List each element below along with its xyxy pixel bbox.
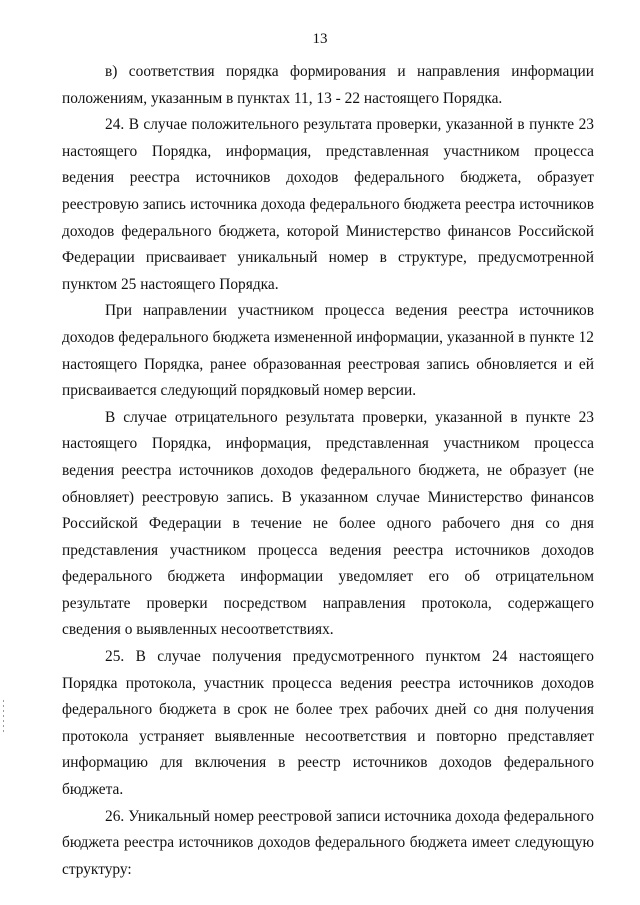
- document-body: [62, 59, 594, 883]
- paragraph-item-24-negative: В случае отрицательного результата проверки, указанной в пункте 23 настоящего Порядка, информация, представленная участником процесса ведения реестра источников доходов федерального бюджета, не образует (не обновляет) реестровую запись. В указанном случае Министерство финансов Российской Федерации в течение не более одного рабочего дня со дня представления участником процесса ведения реестра источников доходов федерального бюджета информации уведомляет его об отрицательном результате проверки посредством направления протокола, содержащего сведения о выявленных несоответствиях.: [62, 408, 594, 639]
- paragraph-subitem-v: в) соответствия порядка формирования и направления информации положениям, указанным в пунктах 11, 13 - 22 настоящего Порядка.: [62, 63, 594, 107]
- paragraph-item-24-update: При направлении участником процесса ведения реестра источников доходов федерального бюджета измененной информации, указанной в пункте 12 настоящего Порядка, ранее образованная реестровая запись обновляется и ей присваивается следующий порядковый номер версии.: [62, 302, 594, 400]
- paragraph-item-24: 24. В случае положительного результата проверки, указанной в пункте 23 настоящего Порядка, информация, представленная участником процесса ведения реестра источников доходов федерального бюджета, образует реестровую запись источника дохода федерального бюджета реестра источников доходов федерального бюджета, которой Министерство финансов Российской Федерации присваивает уникальный номер в структуре, предусмотренной пунктом 25 настоящего Порядка.: [62, 116, 594, 293]
- page-number: 13: [312, 31, 328, 47]
- paragraph-item-25: 25. В случае получения предусмотренного пунктом 24 настоящего Порядка протокола, участник процесса ведения реестра источников доходов федерального бюджета в срок не более трех рабочих дней со дня получения протокола устраняет выявленные несоответствия и повторно представляет информацию для включения в реестр источников доходов федерального бюджета.: [62, 648, 594, 799]
- paragraph-item-26: 26. Уникальный номер реестровой записи источника дохода федерального бюджета реестра источников доходов федерального бюджета имеет следующую структуру:: [62, 807, 594, 878]
- scan-edge-mark: [3, 700, 4, 734]
